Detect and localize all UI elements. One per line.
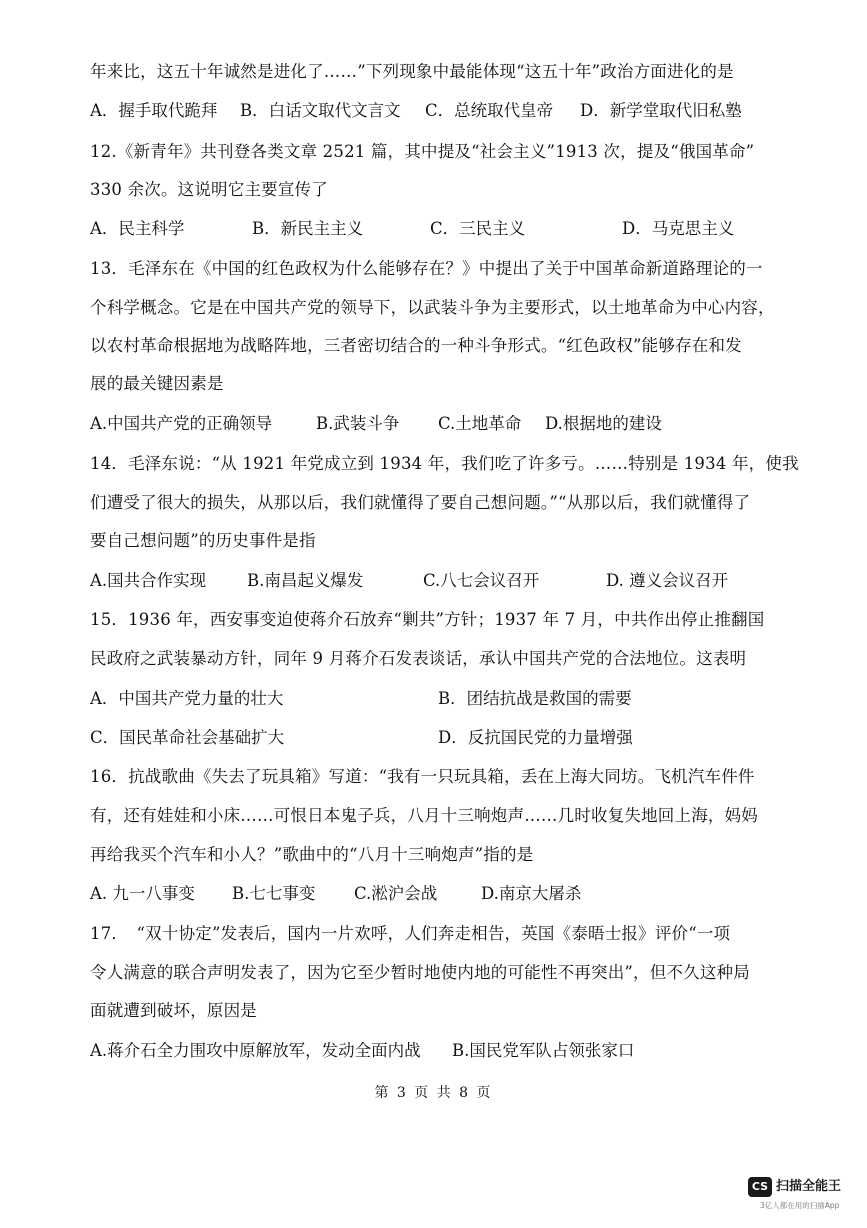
q16-option-a: A. 九一八事变 — [90, 884, 195, 903]
q16-stem-line-1: 16．抗战歌曲《失去了玩具箱》写道：“我有一只玩具箱，丢在上海大同坊。飞机汽车件件 — [90, 767, 755, 786]
q11-option-c: C．总统取代皇帝 — [425, 101, 554, 120]
q12-option-c: C．三民主义 — [430, 219, 526, 238]
q11-option-a: A．握手取代跪拜 — [90, 101, 218, 120]
q14-option-a: A.国共合作实现 — [90, 571, 207, 590]
q17-stem-line-2: 令人满意的联合声明发表了，因为它至少暂时地使内地的可能性不再突出”，但不久这种局 — [90, 963, 750, 982]
q17-stem-line-1: 17． “双十协定”发表后，国内一片欢呼，人们奔走相告，英国《泰晤士报》评价“一项 — [90, 924, 731, 943]
q11-option-b: B．白话文取代文言文 — [240, 101, 401, 120]
q14-option-d: D. 遵义会议召开 — [606, 571, 729, 590]
q16-option-b: B.七七事变 — [232, 884, 316, 903]
watermark-subtitle: 3亿人都在用的扫描App — [760, 1201, 840, 1210]
q13-stem-line-3: 以农村革命根据地为战略阵地，三者密切结合的一种斗争形式。“红色政权”能够存在和发 — [90, 336, 742, 355]
q14-stem-line-2: 们遭受了很大的损失，从那以后，我们就懂得了要自己想问题。”“从那以后，我们就懂得了 — [90, 493, 751, 512]
q16-option-d: D.南京大屠杀 — [481, 884, 582, 903]
q14-option-b: B.南昌起义爆发 — [247, 571, 364, 590]
q11-stem-line: 年来比，这五十年诚然是进化了……”下列现象中最能体现“这五十年”政治方面进化的是 — [90, 62, 734, 81]
q13-option-d: D.根据地的建设 — [545, 414, 662, 433]
q13-option-c: C.土地革命 — [438, 414, 522, 433]
q15-option-d: D．反抗国民党的力量增强 — [438, 728, 633, 747]
q14-stem-line-3: 要自己想问题”的历史事件是指 — [90, 531, 316, 550]
q15-stem-line-1: 15．1936 年，西安事变迫使蒋介石放弃“剿共”方针；1937 年 7 月，中共作出停止推翻国 — [90, 610, 765, 629]
q12-option-a: A．民主科学 — [90, 219, 185, 238]
watermark-title: 扫描全能王 — [776, 1179, 842, 1194]
page-number-footer: 第 3 页 共 8 页 — [374, 1085, 493, 1101]
q12-stem-line-2: 330 余次。这说明它主要宣传了 — [90, 180, 328, 199]
q12-option-b: B．新民主主义 — [252, 219, 364, 238]
q13-option-b: B.武装斗争 — [316, 414, 400, 433]
q15-option-a: A．中国共产党力量的壮大 — [90, 689, 284, 708]
q14-stem-line-1: 14．毛泽东说：“从 1921 年党成立到 1934 年，我们吃了许多亏。……特别是 1934 年，使我 — [90, 454, 799, 473]
q13-stem-line-4: 展的最关键因素是 — [90, 374, 224, 393]
q14-option-c: C.八七会议召开 — [423, 571, 540, 590]
q15-stem-line-2: 民政府之武装暴动方针，同年 9 月蒋介石发表谈话，承认中国共产党的合法地位。这表明 — [90, 649, 747, 668]
q17-option-b: B.国民党军队占领张家口 — [452, 1041, 635, 1060]
q12-stem-line-1: 12.《新青年》共刊登各类文章 2521 篇，其中提及“社会主义”1913 次，提及“俄国革命” — [90, 142, 755, 161]
q13-stem-line-1: 13．毛泽东在《中国的红色政权为什么能够存在？》中提出了关于中国革命新道路理论的一 — [90, 259, 763, 278]
q13-stem-line-2: 个科学概念。它是在中国共产党的领导下，以武装斗争为主要形式，以土地革命为中心内容， — [90, 298, 775, 317]
scanner-watermark — [748, 1172, 863, 1220]
q16-stem-line-3: 再给我买个汽车和小人？”歌曲中的“八月十三响炮声”指的是 — [90, 845, 534, 864]
q16-stem-line-2: 有，还有娃娃和小床……可恨日本鬼子兵，八月十三响炮声……几时收复失地回上海，妈妈 — [90, 806, 758, 825]
q17-option-a: A.蒋介石全力围攻中原解放军，发动全面内战 — [90, 1041, 421, 1060]
q12-option-d: D．马克思主义 — [622, 219, 735, 238]
q15-option-c: C．国民革命社会基础扩大 — [90, 728, 285, 747]
camscanner-logo-icon: CS — [748, 1177, 772, 1197]
q15-option-b: B．团结抗战是救国的需要 — [438, 689, 632, 708]
q17-stem-line-3: 面就遭到破坏，原因是 — [90, 1001, 257, 1020]
q16-option-c: C.淞沪会战 — [354, 884, 438, 903]
q13-option-a: A.中国共产党的正确领导 — [90, 414, 273, 433]
q11-option-d: D．新学堂取代旧私塾 — [580, 101, 742, 120]
